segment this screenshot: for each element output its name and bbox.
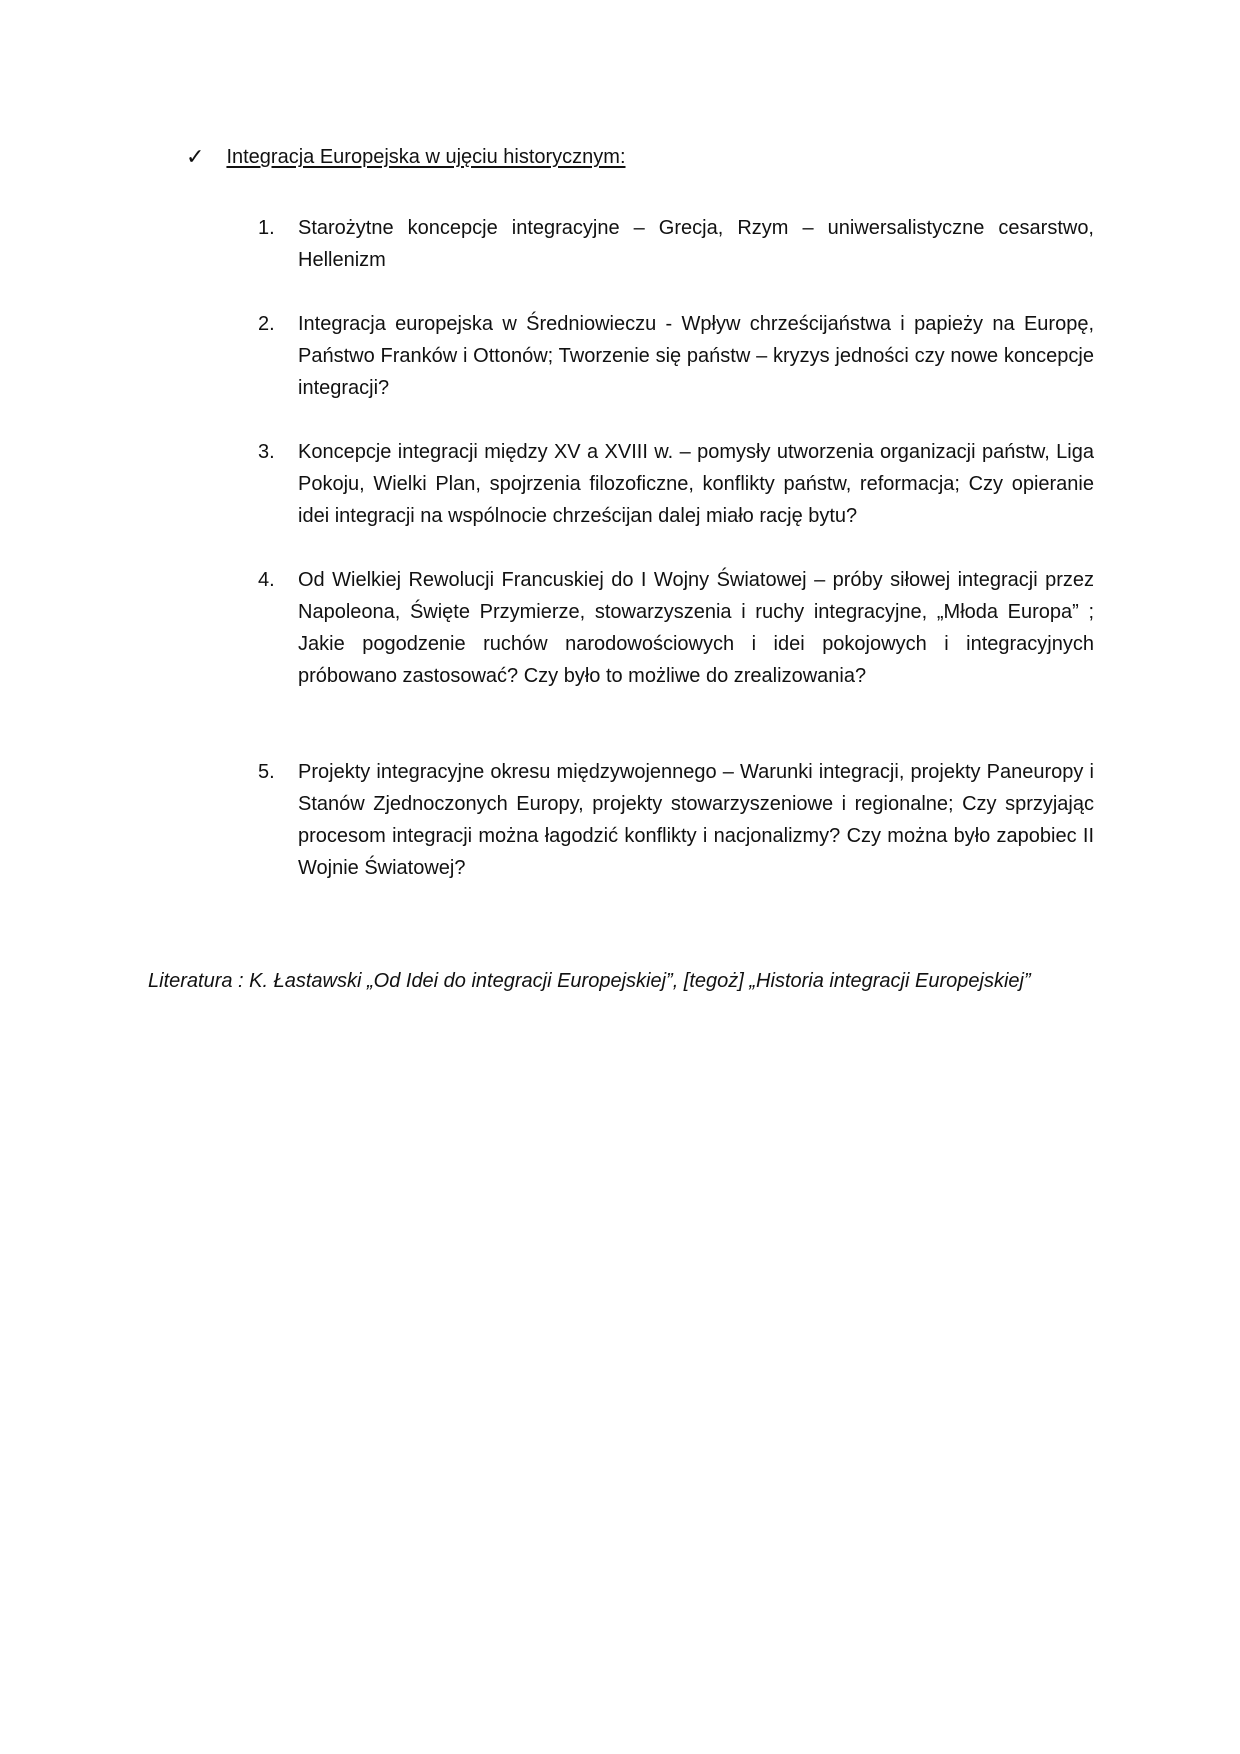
list-item [258,564,1094,692]
topic-list [258,212,1094,916]
check-icon: ✓ [186,144,205,170]
list-item-text: Koncepcje integracji między XV a XVIII w. – pomysły utworzenia organizacji państw, Liga Pokoju, Wielki Plan, spojrzenia filozoficzne, konflikty państw, reformacja; Czy opieranie idei integracji na wspólnocie chrześcijan dalej miało rację bytu? [298,441,1094,527]
list-item-number: 4. [258,569,275,591]
list-item-text: Starożytne koncepcje integracyjne – Grecja, Rzym – uniwersalistyczne cesarstwo, Hellenizm [298,217,1094,271]
list-item-number: 2. [258,313,275,335]
list-item [258,308,1094,404]
literature-reference: Literatura : K. Łastawski „Od Idei do integracji Europejskiej”, [tegoż] „Historia integracji Europejskiej” [148,970,1031,992]
list-item-text: Od Wielkiej Rewolucji Francuskiej do I Wojny Światowej – próby siłowej integracji przez Napoleona, Święte Przymierze, stowarzyszenia i ruchy integracyjne, „Młoda Europa” ; Jakie pogodzenie ruchów narodowościowych i idei pokojowych i integracyjnych próbowano zastosować? Czy było to możliwe do zrealizowania? [298,569,1094,687]
list-item-number: 5. [258,761,275,783]
list-item-number: 1. [258,217,275,239]
list-item-number: 3. [258,441,275,463]
section-heading [186,146,626,169]
heading-text: Integracja Europejska w ujęciu historycznym: [226,146,626,168]
list-item [258,212,1094,276]
list-item-text: Projekty integracyjne okresu międzywojennego – Warunki integracji, projekty Paneuropy i Stanów Zjednoczonych Europy, projekty stowarzyszeniowe i regionalne; Czy sprzyjając procesom integracji można łagodzić konflikty i nacjonalizmy? Czy można było zapobiec II Wojnie Światowej? [298,761,1094,879]
list-item-text: Integracja europejska w Średniowieczu - Wpływ chrześcijaństwa i papieży na Europę, Państwo Franków i Ottonów; Tworzenie się państw – kryzys jedności czy nowe koncepcje integracji? [298,313,1094,399]
list-item [258,756,1094,884]
list-item [258,436,1094,532]
